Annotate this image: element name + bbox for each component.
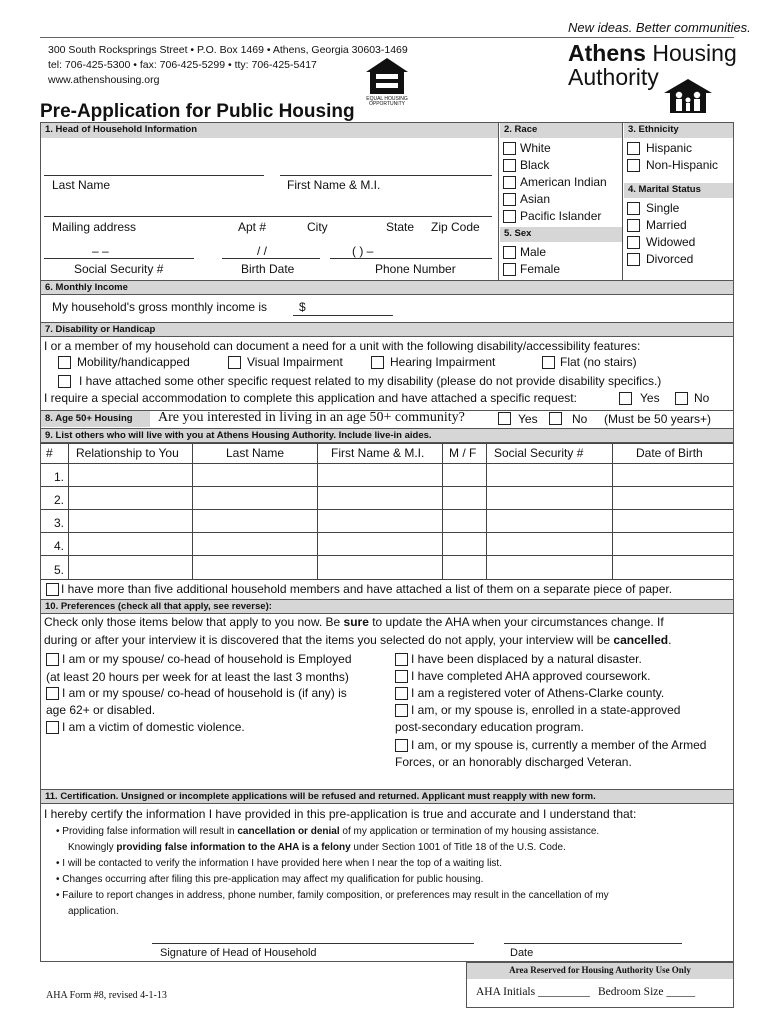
page-title: Pre-Application for Public Housing	[40, 101, 355, 122]
b1-d: Knowingly	[68, 842, 117, 853]
hearing-impairment-label: Hearing Impairment	[390, 355, 496, 369]
age50-no-label: No	[572, 412, 588, 426]
s8-title: 8. Age 50+ Housing	[45, 413, 133, 424]
house-icon	[364, 56, 410, 96]
visual-impairment-label: Visual Impairment	[247, 355, 343, 369]
marital-married-label: Married	[646, 218, 687, 232]
marital-single-label: Single	[646, 201, 680, 215]
pref-voter-label: I am a registered voter of Athens-Clarke county.	[411, 686, 665, 700]
b1-c: of my application or termination of my housing assistance.	[339, 826, 600, 837]
s5-title: 5. Sex	[504, 228, 532, 239]
race-asian-label: Asian	[520, 192, 551, 206]
disability-intro: I or a member of my household can document a need for a unit with the following disability/accessibility features:	[44, 339, 641, 353]
table-row-number: 1.	[54, 470, 65, 484]
table-row-number: 3.	[54, 516, 65, 530]
ethnicity-non-hispanic-label: Non-Hispanic	[646, 158, 719, 172]
intro1-b: sure	[343, 615, 369, 629]
form-number: AHA Form #8, revised 4-1-13	[46, 990, 167, 1001]
more-members-label: I have more than five additional household members and have attached a list of them on a separate piece of paper.	[61, 582, 673, 596]
col-header-sex: M / F	[449, 446, 477, 460]
phone-mask: ( ) –	[352, 244, 374, 258]
race-pacific-islander-label: Pacific Islander	[520, 209, 602, 223]
pref-education-label-2: post-secondary education program.	[395, 720, 584, 734]
race-black-label: Black	[520, 158, 550, 172]
pref-age62-label-2: age 62+ or disabled.	[46, 703, 156, 717]
mobility-label: Mobility/handicapped	[77, 355, 190, 369]
b1-a: Providing false information will result in	[62, 826, 238, 837]
mailing-address-label: Mailing address	[52, 220, 137, 234]
pref-employed-label: I am or my spouse/ co-head of household is Employed	[62, 652, 352, 666]
b1-e: providing false information to the AHA is a felony	[116, 842, 351, 853]
intro2-c: .	[668, 633, 672, 647]
bullet-dot: •	[56, 890, 60, 901]
table-row-number: 4.	[54, 539, 65, 553]
s10-title: 10. Preferences (check all that apply, see reverse):	[45, 601, 272, 612]
aha-initials-field[interactable]: AHA Initials _________	[476, 986, 590, 998]
marital-widowed-label: Widowed	[646, 235, 696, 249]
col-header-ssn: Social Security #	[494, 446, 584, 460]
ssn-label: Social Security #	[74, 262, 164, 276]
flat-no-stairs-label: Flat (no stairs)	[560, 355, 637, 369]
s11-title: 11. Certification. Unsigned or incomplete applications will be refused and returned. Applicant must reapply with new form.	[45, 791, 596, 802]
family-house-icon	[662, 78, 714, 114]
pref-age62-label: I am or my spouse/ co-head of household is (if any) is	[62, 686, 347, 700]
b3-text: Changes occurring after filing this pre-application may affect my qualification for public housing.	[62, 874, 484, 885]
dob-mask: / /	[257, 244, 268, 258]
col-header-dob: Date of Birth	[636, 446, 703, 460]
zip-label: Zip Code	[431, 220, 480, 234]
table-row-number: 5.	[54, 563, 65, 577]
intro2-b: cancelled	[613, 633, 669, 647]
currency-symbol: $	[299, 300, 306, 314]
bullet-dot: •	[56, 826, 60, 837]
eho-caption: EQUAL HOUSING OPPORTUNITY	[366, 96, 408, 107]
accommodation-yes-label: Yes	[640, 391, 660, 405]
pref-education-label: I am, or my spouse is, enrolled in a state-approved	[411, 703, 681, 717]
tagline: New ideas. Better communities.	[568, 20, 751, 35]
equal-housing-logo	[364, 56, 410, 108]
address-line: 300 South Rocksprings Street • P.O. Box 1469 • Athens, Georgia 30603-1469	[48, 44, 408, 56]
monthly-income-label: My household's gross monthly income is	[52, 300, 268, 314]
pref-employed-label-2: (at least 20 hours per week for at least the last 3 months)	[46, 670, 349, 684]
office-use-header	[467, 963, 733, 979]
aha-family-logo	[662, 78, 714, 114]
col-header-first-name: First Name & M.I.	[331, 446, 425, 460]
last-name-label: Last Name	[52, 178, 111, 192]
phone-line: tel: 706-425-5300 • fax: 706-425-5299 • tty: 706-425-5417	[48, 59, 317, 71]
s1-title: 1. Head of Household Information	[45, 124, 198, 135]
s3-title: 3. Ethnicity	[628, 124, 679, 135]
b4-text: Failure to report changes in address, phone number, family composition, or preferences may result in the cancellation of my	[62, 890, 609, 901]
pref-disaster-label: I have been displaced by a natural disaster.	[411, 652, 642, 666]
tagline-rule	[40, 37, 734, 38]
race-american-indian-label: American Indian	[520, 175, 607, 189]
signature-label: Signature of Head of Household	[160, 947, 317, 959]
state-label: State	[386, 220, 415, 234]
office-use-title: Area Reserved for Housing Authority Use Only	[509, 965, 691, 975]
form-outer-frame	[40, 122, 734, 962]
certification-intro: I hereby certify the information I have provided in this pre-application is true and accurate and I understand that:	[44, 807, 637, 821]
date-label: Date	[510, 947, 534, 959]
bullet-4-cont: application.	[68, 906, 119, 917]
s2-title: 2. Race	[504, 124, 538, 135]
intro1-c: to update the AHA when your circumstances change. If	[368, 615, 664, 629]
age50-yes-label: Yes	[518, 412, 538, 426]
ethnicity-hispanic-label: Hispanic	[646, 141, 693, 155]
b1-b: cancellation or denial	[237, 826, 340, 837]
s4-title: 4. Marital Status	[628, 184, 701, 195]
pref-coursework-label: I have completed AHA approved coursework.	[411, 669, 651, 683]
other-disability-label: I have attached some other specific request related to my disability (please do not provide disability specifics.)	[79, 374, 662, 388]
bedroom-size-field[interactable]: Bedroom Size _____	[598, 986, 696, 998]
pref-military-label-2: Forces, or an honorably discharged Veteran.	[395, 755, 632, 769]
org-name-line1	[568, 40, 737, 67]
marital-divorced-label: Divorced	[646, 252, 694, 266]
col-header-number: #	[46, 446, 53, 460]
s7-title: 7. Disability or Handicap	[45, 324, 156, 335]
bullet-dot: •	[56, 874, 60, 885]
apt-label: Apt #	[238, 220, 267, 234]
org-name-bold: Athens	[568, 40, 646, 66]
col-header-relationship: Relationship to You	[76, 446, 179, 460]
first-name-label: First Name & M.I.	[287, 178, 381, 192]
intro1-a: Check only those items below that apply to you now. Be	[44, 615, 344, 629]
age50-question: Are you interested in living in an age 50+ community?	[158, 410, 465, 425]
b2-text: I will be contacted to verify the information I have provided here when I near the top of a waiting list.	[62, 858, 502, 869]
ssn-mask: – –	[92, 244, 109, 258]
sex-male-label: Male	[520, 245, 547, 259]
city-label: City	[307, 220, 328, 234]
bullet-dot: •	[56, 858, 60, 869]
intro2-a: during or after your interview it is discovered that the items you selected do not apply, your interview will be	[44, 633, 614, 647]
pref-domestic-violence-label: I am a victim of domestic violence.	[62, 720, 245, 734]
website: www.athenshousing.org	[48, 74, 160, 86]
s9-title: 9. List others who will live with you at Athens Housing Authority. Include live-in aides.	[45, 430, 432, 441]
age50-note: (Must be 50 years+)	[604, 412, 712, 426]
race-white-label: White	[520, 141, 551, 155]
dob-label: Birth Date	[241, 262, 295, 276]
pref-military-label: I am, or my spouse is, currently a member of the Armed	[411, 738, 707, 752]
table-row-number: 2.	[54, 493, 65, 507]
s6-title: 6. Monthly Income	[45, 282, 128, 293]
b1-f: under Section 1001 of Title 18 of the U.S. Code.	[350, 842, 566, 853]
phone-label: Phone Number	[375, 262, 456, 276]
org-name-rest: Housing	[645, 40, 737, 66]
sex-female-label: Female	[520, 262, 561, 276]
org-name-line2: Authority	[568, 64, 659, 90]
accommodation-no-label: No	[694, 391, 710, 405]
accommodation-request-label: I require a special accommodation to complete this application and have attached a specific request:	[44, 391, 577, 405]
col-header-last-name: Last Name	[226, 446, 285, 460]
